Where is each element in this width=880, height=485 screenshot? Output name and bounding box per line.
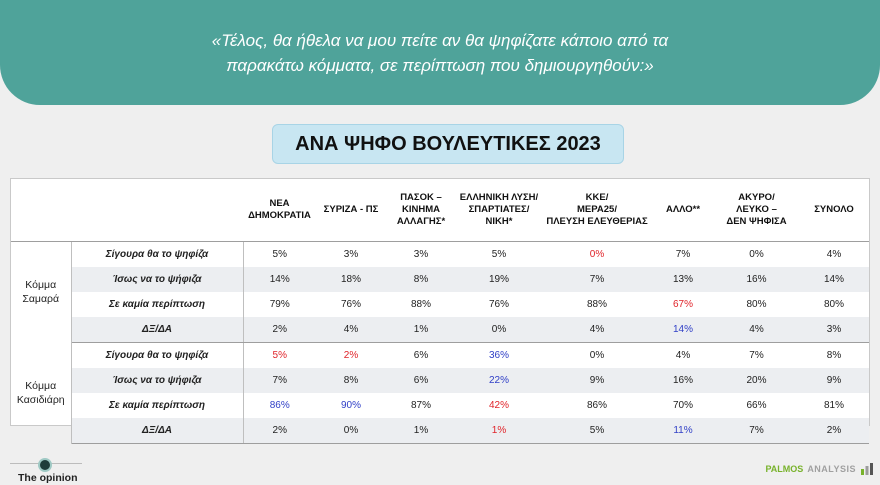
column-header-line: ΝΙΚΗ* <box>485 216 513 227</box>
column-header-line: ΔΗΜΟΚΡΑΤΙΑ <box>248 210 311 221</box>
value-cell: 88% <box>410 299 431 310</box>
value-cell: 0% <box>589 249 605 260</box>
value-cell: 8% <box>316 368 386 393</box>
value-cell: 3% <box>799 317 869 343</box>
column-header-8 <box>799 179 869 242</box>
party-label-1 <box>11 242 71 343</box>
value-cell: 76% <box>340 299 361 310</box>
bar-mark-icon <box>860 463 874 475</box>
column-header-line: ΠΛΕΥΣΗ ΕΛΕΥΘΕΡΙΑΣ <box>546 216 648 227</box>
results-table-panel <box>10 178 870 436</box>
value-cell: 5% <box>272 249 287 260</box>
party-label-2 <box>11 343 71 444</box>
column-header-line: ΛΕΥΚΟ – <box>736 204 777 215</box>
header-empty-label <box>71 179 243 242</box>
column-header-line: ΣΥΝΟΛΟ <box>814 204 854 215</box>
value-cell: 2% <box>243 317 316 343</box>
value-cell: 16% <box>714 267 799 292</box>
value-cell: 88% <box>586 299 607 310</box>
value-cell: 1% <box>386 317 456 343</box>
value-cell: 7% <box>675 249 691 260</box>
value-cell: 5% <box>542 418 652 444</box>
value-cell: 79% <box>269 299 290 310</box>
value-cell: 4% <box>826 249 842 260</box>
table-row <box>11 368 869 393</box>
column-header-line: ΑΛΛΑΓΗΣ* <box>396 216 446 227</box>
value-cell: 6% <box>386 368 456 393</box>
row-label: Σε καμία περίπτωση <box>71 292 243 317</box>
column-header-line: ΚΚΕ/ <box>585 192 609 203</box>
value-cell: 36% <box>488 350 509 361</box>
column-header-line: ΣΥΡΙΖΑ - ΠΣ <box>323 204 379 215</box>
column-header-line: ΜΕΡΑ25/ <box>577 204 617 215</box>
value-cell: 7% <box>243 368 316 393</box>
value-cell: 7% <box>542 267 652 292</box>
column-header-line: ΑΚΥΡΟ/ <box>738 192 775 203</box>
table-row <box>11 393 869 418</box>
value-cell: 4% <box>316 317 386 343</box>
value-cell: 0% <box>749 249 764 260</box>
party-label-line: Σαμαρά <box>22 293 60 306</box>
table-row <box>11 292 869 317</box>
value-cell: 8% <box>826 350 842 361</box>
table-body <box>11 242 869 444</box>
table-row <box>11 242 869 268</box>
table-title: ΑΝΑ ΨΗΦΟ ΒΟΥΛΕΥΤΙΚΕΣ 2023 <box>272 124 624 164</box>
value-cell: 14% <box>243 267 316 292</box>
value-cell: 42% <box>488 400 509 411</box>
value-cell: 0% <box>316 418 386 444</box>
value-cell: 87% <box>410 400 431 411</box>
column-header-4 <box>456 179 542 242</box>
value-cell: 2% <box>343 350 359 361</box>
column-header-6 <box>652 179 714 242</box>
value-cell: 11% <box>652 418 714 444</box>
value-cell: 66% <box>746 400 767 411</box>
question-line-1: «Τέλος, θα ήθελα να μου πείτε αν θα ψηφίζατε κάποιο από τα <box>211 30 669 50</box>
value-cell: 81% <box>823 400 844 411</box>
value-cell: 86% <box>586 400 607 411</box>
column-header-line: ΕΛΛΗΝΙΚΗ ΛΥΣΗ/ <box>459 192 539 203</box>
value-cell: 1% <box>456 418 542 444</box>
value-cell: 20% <box>714 368 799 393</box>
value-cell: 1% <box>386 418 456 444</box>
party-label-line: Κασιδιάρη <box>16 394 65 406</box>
column-header-line: ΚΙΝΗΜΑ <box>402 204 440 215</box>
row-label: Σίγουρα θα το ψηφίζα <box>71 343 243 369</box>
row-label: Ίσως να το ψήφιζα <box>71 368 243 393</box>
value-cell: 9% <box>542 368 652 393</box>
value-cell: 67% <box>672 299 693 310</box>
value-cell: 80% <box>746 299 767 310</box>
column-header-5 <box>542 179 652 242</box>
column-header-line: ΝΕΑ <box>269 198 290 209</box>
value-cell: 16% <box>652 368 714 393</box>
party-label-line: Κόμμα <box>25 279 57 292</box>
row-label: ΔΞ/ΔΑ <box>71 418 243 444</box>
logo-text: The opinion <box>18 472 78 484</box>
party-label-line: Κόμμα <box>25 380 57 392</box>
value-cell: 3% <box>343 249 359 260</box>
value-cell: 7% <box>749 350 764 361</box>
value-cell: 9% <box>799 368 869 393</box>
column-header-line: ΠΑΣΟΚ – <box>400 192 442 203</box>
value-cell: 18% <box>316 267 386 292</box>
table-row <box>11 267 869 292</box>
value-cell: 19% <box>456 267 542 292</box>
row-label: Σίγουρα θα το ψηφίζα <box>71 242 243 268</box>
row-label: Ίσως να το ψήφιζα <box>71 267 243 292</box>
row-label: ΔΞ/ΔΑ <box>71 317 243 343</box>
value-cell: 4% <box>714 317 799 343</box>
header-row <box>11 179 869 242</box>
question-line-2: παρακάτω κόμματα, σε περίπτωση που δημιουργηθούν:» <box>226 55 654 75</box>
row-label: Σε καμία περίπτωση <box>71 393 243 418</box>
value-cell: 70% <box>672 400 693 411</box>
value-cell: 3% <box>413 249 429 260</box>
value-cell: 76% <box>488 299 509 310</box>
value-cell: 13% <box>652 267 714 292</box>
value-cell: 90% <box>340 400 361 411</box>
eye-circle-icon <box>38 458 52 472</box>
value-cell: 2% <box>799 418 869 444</box>
value-cell: 22% <box>456 368 542 393</box>
value-cell: 4% <box>542 317 652 343</box>
value-cell: 0% <box>456 317 542 343</box>
column-header-1 <box>243 179 316 242</box>
header-empty-party <box>11 179 71 242</box>
question-text <box>130 28 750 78</box>
column-header-7 <box>714 179 799 242</box>
brand-part-a: PALMOS <box>765 464 804 474</box>
value-cell: 0% <box>589 350 605 361</box>
value-cell: 86% <box>269 400 290 411</box>
the-opinion-logo <box>10 458 120 482</box>
value-cell: 14% <box>799 267 869 292</box>
value-cell: 8% <box>386 267 456 292</box>
value-cell: 5% <box>272 350 287 361</box>
table-row <box>11 418 869 444</box>
value-cell: 5% <box>491 249 507 260</box>
column-header-2 <box>316 179 386 242</box>
value-cell: 2% <box>243 418 316 444</box>
value-cell: 80% <box>823 299 844 310</box>
value-cell: 14% <box>652 317 714 343</box>
column-header-3 <box>386 179 456 242</box>
header-band <box>0 0 880 105</box>
table-row <box>11 317 869 343</box>
value-cell: 6% <box>413 350 429 361</box>
palmos-analysis-logo <box>765 461 874 477</box>
column-header-line: ΣΠΑΡΤΙΑΤΕΣ/ <box>468 204 530 215</box>
column-header-line: ΑΛΛΟ** <box>665 204 701 215</box>
column-header-line: ΔΕΝ ΨΗΦΙΣΑ <box>726 216 787 227</box>
table-row <box>11 343 869 369</box>
results-table <box>11 179 869 444</box>
value-cell: 7% <box>714 418 799 444</box>
value-cell: 4% <box>675 350 691 361</box>
brand-part-b: ANALYSIS <box>807 464 856 474</box>
